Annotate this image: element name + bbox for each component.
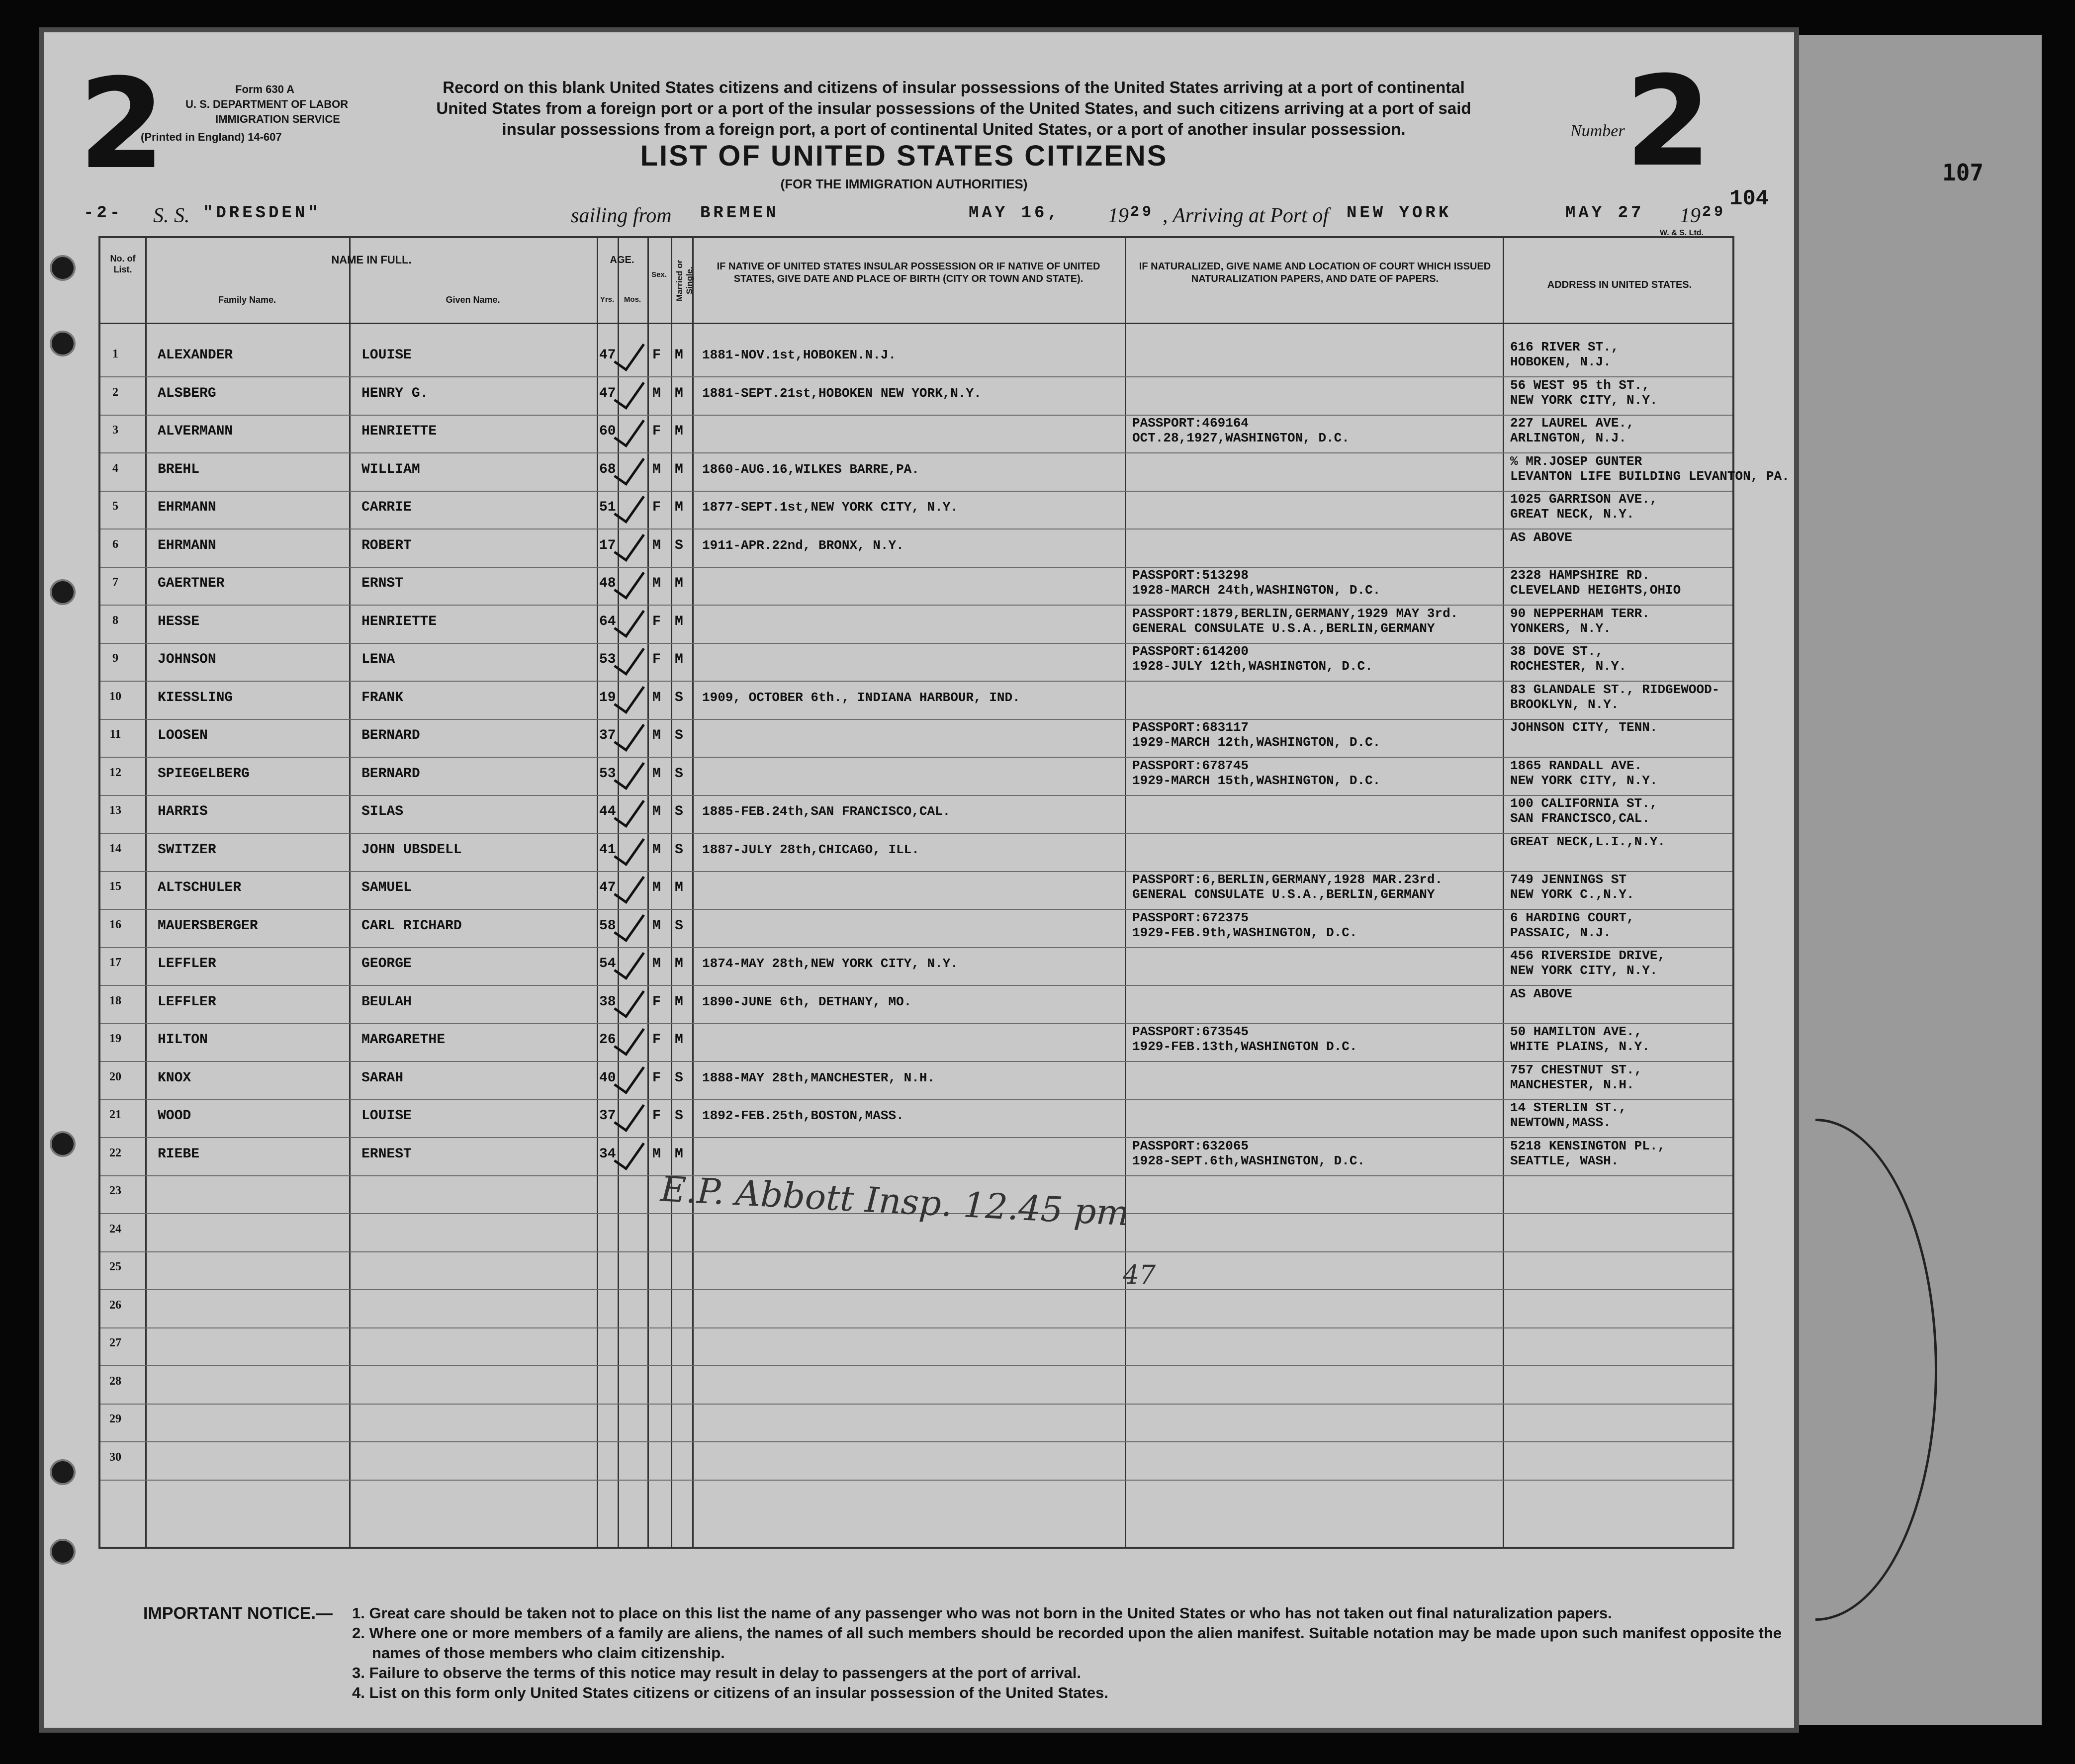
given-name: CARRIE — [361, 500, 412, 515]
naturalization-line-1: PASSPORT:678745 — [1132, 758, 1249, 773]
row-number: 11 — [109, 728, 121, 741]
family-name: LEFFLER — [158, 956, 216, 971]
row-number: 12 — [109, 766, 121, 779]
naturalization-line-1: PASSPORT:683117 — [1132, 720, 1249, 735]
naturalization-line-1: PASSPORT:673545 — [1132, 1024, 1249, 1039]
family-name: EHRMANN — [158, 537, 216, 553]
row-number: 24 — [109, 1222, 121, 1235]
given-name: ROBERT — [361, 537, 412, 553]
address-line-2: LEVANTON LIFE BUILDING LEVANTON, PA. — [1510, 468, 1790, 484]
row-rule — [100, 605, 1732, 606]
marital-status: M — [675, 652, 683, 667]
address-line-1: 5218 KENSINGTON PL., — [1510, 1138, 1666, 1153]
marital-status: M — [675, 385, 683, 401]
notice-item: 2. Where one or more members of a family are aliens, the names of all such members should be recorded upon the alien manifest. Suitable notation may be made upon such manifest opposite the names of those members who claim citizenship. — [352, 1624, 1782, 1662]
printer-mark: W. & S. Ltd. — [1660, 229, 1704, 237]
marital-status: S — [675, 537, 683, 553]
birth-info: 1890-JUNE 6th, DETHANY, MO. — [702, 994, 912, 1009]
address-line-2: SEATTLE, WASH. — [1510, 1153, 1619, 1168]
family-name: MAUERSBERGER — [158, 918, 258, 934]
age-years: 40 — [599, 1070, 616, 1086]
arrival-year-prefix: 19 — [1680, 204, 1701, 227]
given-name: LENA — [361, 652, 395, 667]
row-rule — [100, 719, 1732, 720]
family-name: HARRIS — [158, 804, 208, 819]
address-line-2: NEW YORK C.,N.Y. — [1510, 887, 1634, 902]
col-header-sex: Sex. — [651, 270, 667, 279]
arrival-date: MAY 27 — [1565, 204, 1644, 223]
row-number: 9 — [112, 652, 118, 665]
address-line-2: ARLINGTON, N.J. — [1510, 431, 1627, 445]
col-header-given: Given Name. — [446, 295, 500, 305]
sex: F — [652, 348, 661, 363]
family-name: ALEXANDER — [158, 348, 233, 363]
age-years: 58 — [599, 918, 616, 934]
sex: M — [652, 537, 661, 553]
page-title: LIST OF UNITED STATES CITIZENS — [640, 140, 1168, 172]
row-rule — [100, 491, 1732, 492]
age-years: 53 — [599, 766, 616, 782]
notice-item: 3. Failure to observe the terms of this notice may result in delay to passengers at the port of arrival. — [352, 1664, 1082, 1681]
row-rule — [100, 833, 1732, 834]
age-years: 19 — [599, 690, 616, 706]
naturalization-line-1: PASSPORT:469164 — [1132, 416, 1249, 431]
address-line-1: 227 LAUREL AVE., — [1510, 416, 1634, 431]
row-rule — [100, 1404, 1732, 1405]
age-years: 26 — [599, 1032, 616, 1048]
given-name: SARAH — [361, 1070, 404, 1086]
page-subtitle: (FOR THE IMMIGRATION AUTHORITIES) — [780, 176, 1028, 191]
family-name: RIEBE — [158, 1146, 200, 1162]
given-name: ERNEST — [361, 1146, 412, 1162]
marital-status: M — [675, 880, 683, 895]
row-rule — [100, 1099, 1732, 1100]
row-number: 4 — [112, 461, 118, 475]
birth-info: 1885-FEB.24th,SAN FRANCISCO,CAL. — [702, 804, 951, 819]
row-number: 6 — [112, 537, 118, 551]
col-header-naturalized: IF NATURALIZED, GIVE NAME AND LOCATION OF COURT WHICH ISSUED NATURALIZATION PAPERS, AND DATE OF PAPERS. — [1139, 261, 1491, 284]
age-years: 17 — [599, 537, 616, 553]
line-number: -2- — [84, 204, 123, 223]
family-name: SWITZER — [158, 842, 216, 858]
row-rule — [100, 1023, 1732, 1024]
marital-status: M — [675, 1032, 683, 1048]
marital-status: S — [675, 1070, 683, 1086]
given-name: HENRY G. — [361, 385, 429, 401]
row-number: 8 — [112, 614, 118, 627]
naturalization-line-2: 1928-MARCH 24th,WASHINGTON, D.C. — [1132, 583, 1381, 598]
birth-info: 1888-MAY 28th,MANCHESTER, N.H. — [702, 1070, 935, 1085]
given-name: SILAS — [361, 804, 404, 819]
age-years: 44 — [599, 804, 616, 819]
naturalization-line-2: 1929-MARCH 12th,WASHINGTON, D.C. — [1132, 735, 1381, 750]
sex: M — [652, 728, 661, 743]
row-number: 14 — [109, 842, 121, 855]
naturalization-line-2: 1929-FEB.9th,WASHINGTON, D.C. — [1132, 925, 1357, 940]
naturalization-line-2: GENERAL CONSULATE U.S.A.,BERLIN,GERMANY — [1132, 887, 1435, 902]
address-line-1: 90 NEPPERHAM TERR. — [1510, 606, 1650, 621]
given-name: WILLIAM — [361, 461, 420, 477]
sex: M — [652, 956, 661, 971]
row-rule — [100, 985, 1732, 986]
age-years: 68 — [599, 461, 616, 477]
voyage-line — [84, 204, 1749, 234]
binder-hole — [50, 1539, 76, 1565]
row-rule — [100, 452, 1732, 453]
number-label: Number — [1570, 122, 1625, 140]
age-years: 47 — [599, 348, 616, 363]
sex: F — [652, 614, 661, 629]
sex: M — [652, 461, 661, 477]
birth-info: 1877-SEPT.1st,NEW YORK CITY, N.Y. — [702, 500, 958, 515]
birth-info: 1860-AUG.16,WILKES BARRE,PA. — [702, 461, 919, 477]
col-header-address: ADDRESS IN UNITED STATES. — [1547, 279, 1692, 290]
binder-hole — [50, 331, 76, 356]
row-rule — [100, 757, 1732, 758]
notice-item: 1. Great care should be taken not to place on this list the name of any passenger who was not born in the United States or who has not taken out final naturalization papers. — [352, 1604, 1612, 1622]
row-rule — [100, 1061, 1732, 1062]
family-name: EHRMANN — [158, 500, 216, 515]
marital-status: S — [675, 766, 683, 782]
family-name: ALTSCHULER — [158, 880, 242, 895]
marital-status: S — [675, 690, 683, 706]
given-name: LOUISE — [361, 348, 412, 363]
address-line-1: JOHNSON CITY, TENN. — [1510, 720, 1658, 735]
sex: M — [652, 842, 661, 858]
row-number: 1 — [112, 348, 118, 360]
sex: F — [652, 1108, 661, 1124]
row-number: 20 — [109, 1070, 121, 1083]
row-rule — [100, 1441, 1732, 1442]
given-name: BERNARD — [361, 766, 420, 782]
naturalization-line-2: 1928-JULY 12th,WASHINGTON, D.C. — [1132, 659, 1373, 674]
binder-hole — [50, 579, 76, 605]
age-years: 37 — [599, 728, 616, 743]
given-name: CARL RICHARD — [361, 918, 462, 934]
col-header-name: NAME IN FULL. — [331, 254, 412, 266]
birth-info: 1911-APR.22nd, BRONX, N.Y. — [702, 537, 904, 553]
sex: M — [652, 690, 661, 706]
col-header-family: Family Name. — [218, 295, 276, 305]
departure-date: MAY 16, — [969, 204, 1061, 223]
family-name: KIESSLING — [158, 690, 233, 706]
birth-info: 1909, OCTOBER 6th., INDIANA HARBOUR, IND. — [702, 690, 1020, 705]
given-name: HENRIETTE — [361, 614, 437, 629]
row-rule — [100, 1137, 1732, 1138]
address-line-1: 757 CHESTNUT ST., — [1510, 1062, 1642, 1077]
header-instructions: Record on this blank United States citizens and citizens of insular possessions of the United States arriving at a port of continental United States from a foreign port or a port of the insular possessions of the United States, and such citizens arriving at a port of said insular possessions from a foreign port, a port of continental United States, or a port of another insular possession. — [436, 78, 1471, 138]
family-name: KNOX — [158, 1070, 191, 1086]
naturalization-line-2: 1929-MARCH 15th,WASHINGTON, D.C. — [1132, 773, 1381, 788]
marital-status: M — [675, 614, 683, 629]
address-line-2: MANCHESTER, N.H. — [1510, 1077, 1634, 1092]
address-line-2: SAN FRANCISCO,CAL. — [1510, 811, 1650, 826]
marital-status: M — [675, 956, 683, 971]
row-number: 16 — [109, 918, 121, 931]
family-name: LOOSEN — [158, 728, 208, 743]
address-line-1: 456 RIVERSIDE DRIVE, — [1510, 948, 1666, 963]
age-years: 47 — [599, 385, 616, 401]
row-rule — [100, 1365, 1732, 1366]
family-name: BREHL — [158, 461, 200, 477]
sailing-label: sailing from — [571, 204, 672, 227]
marital-status: S — [675, 1108, 683, 1124]
row-rule — [100, 947, 1732, 948]
notice-item: 4. List on this form only United States citizens or citizens of an insular possession of the United States. — [352, 1684, 1108, 1701]
row-number: 10 — [109, 690, 121, 703]
sex: M — [652, 576, 661, 591]
given-name: JOHN UBSDELL — [361, 842, 462, 858]
naturalization-line-2: 1929-FEB.13th,WASHINGTON D.C. — [1132, 1039, 1357, 1054]
given-name: LOUISE — [361, 1108, 412, 1124]
row-number: 19 — [109, 1032, 121, 1045]
row-rule — [100, 1480, 1732, 1481]
binder-hole — [50, 255, 76, 281]
ship-name: "DRESDEN" — [203, 204, 321, 223]
family-name: HESSE — [158, 614, 200, 629]
sex: F — [652, 424, 661, 439]
address-line-2: GREAT NECK, N.Y. — [1510, 507, 1634, 522]
age-years: 38 — [599, 994, 616, 1010]
age-years: 60 — [599, 424, 616, 439]
address-line-1: 14 STERLIN ST., — [1510, 1100, 1627, 1115]
row-rule — [100, 643, 1732, 644]
departure-year-prefix: 19 — [1108, 204, 1129, 227]
family-name: ALSBERG — [158, 385, 216, 401]
family-name: LEFFLER — [158, 994, 216, 1010]
naturalization-line-1: PASSPORT:614200 — [1132, 644, 1249, 659]
address-line-2: NEW YORK CITY, N.Y. — [1510, 392, 1658, 408]
address-line-2: NEW YORK CITY, N.Y. — [1510, 773, 1658, 788]
address-line-2: NEW YORK CITY, N.Y. — [1510, 963, 1658, 978]
col-header-yrs: Yrs. — [600, 295, 615, 304]
given-name: BERNARD — [361, 728, 420, 743]
row-number: 26 — [109, 1298, 121, 1312]
page-number-handwritten-right: 2 — [1625, 49, 1712, 194]
birth-info: 1881-SEPT.21st,HOBOKEN NEW YORK,N.Y. — [702, 385, 982, 401]
age-years: 53 — [599, 652, 616, 667]
passenger-total: 47 — [1123, 1260, 1156, 1290]
address-line-1: 38 DOVE ST., — [1510, 644, 1604, 659]
naturalization-line-2: 1928-SEPT.6th,WASHINGTON, D.C. — [1132, 1153, 1365, 1168]
naturalization-line-2: GENERAL CONSULATE U.S.A.,BERLIN,GERMANY — [1132, 620, 1435, 636]
row-rule — [100, 1175, 1732, 1176]
age-years: 47 — [599, 880, 616, 895]
naturalization-line-1: PASSPORT:632065 — [1132, 1138, 1249, 1153]
row-number: 22 — [109, 1146, 121, 1159]
sex: F — [652, 500, 661, 515]
sex: M — [652, 880, 661, 895]
address-line-1: 2328 HAMPSHIRE RD. — [1510, 568, 1650, 583]
marital-status: M — [675, 424, 683, 439]
port-of-arrival: NEW YORK — [1347, 204, 1452, 223]
row-number: 30 — [109, 1450, 121, 1464]
sex: M — [652, 804, 661, 819]
address-line-1: 6 HARDING COURT, — [1510, 910, 1634, 925]
age-years: 48 — [599, 576, 616, 591]
given-name: SAMUEL — [361, 880, 412, 895]
age-years: 51 — [599, 500, 616, 515]
col-header-native: IF NATIVE OF UNITED STATES INSULAR POSSESSION OR IF NATIVE OF UNITED STATES, GIVE DATE AND PLACE OF BIRTH (CITY OR TOWN AND STATE). — [717, 261, 1100, 284]
naturalization-line-1: PASSPORT:672375 — [1132, 910, 1249, 925]
sex: F — [652, 1070, 661, 1086]
address-line-2: WHITE PLAINS, N.Y. — [1510, 1039, 1650, 1054]
sex: M — [652, 385, 661, 401]
row-rule — [100, 567, 1732, 568]
row-number: 7 — [112, 576, 118, 589]
address-line-1: 616 RIVER ST., — [1510, 340, 1619, 354]
given-name: HENRIETTE — [361, 424, 437, 439]
marital-status: M — [675, 576, 683, 591]
row-rule — [100, 871, 1732, 872]
row-number: 5 — [112, 500, 118, 513]
family-name: JOHNSON — [158, 652, 216, 667]
row-number: 25 — [109, 1260, 121, 1273]
row-rule — [100, 1251, 1732, 1252]
age-years: 64 — [599, 614, 616, 629]
arrival-year: 29 — [1702, 204, 1726, 221]
row-number: 29 — [109, 1412, 121, 1425]
row-number: 3 — [112, 424, 118, 437]
family-name: ALVERMANN — [158, 424, 233, 439]
address-line-1: AS ABOVE — [1510, 529, 1572, 545]
birth-info: 1892-FEB.25th,BOSTON,MASS. — [702, 1108, 904, 1123]
stamped-page-number: 104 — [1729, 186, 1769, 211]
page-number-handwritten-left: 2 — [79, 52, 165, 196]
row-number: 15 — [109, 880, 121, 893]
sex: F — [652, 1032, 661, 1048]
marital-status: S — [675, 804, 683, 819]
port-of-departure: BREMEN — [700, 204, 779, 223]
address-line-2: BROOKLYN, N.Y. — [1510, 697, 1619, 712]
marital-status: M — [675, 461, 683, 477]
col-header-no: No. of List. — [110, 254, 136, 274]
address-line-1: 749 JENNINGS ST — [1510, 872, 1627, 887]
birth-info: 1887-JULY 28th,CHICAGO, ILL. — [702, 842, 919, 857]
inspector-signature: E.P. Abbott Insp. 12.45 pm — [659, 1168, 1130, 1234]
sex: F — [652, 994, 661, 1010]
marital-status: M — [675, 348, 683, 363]
address-line-1: 56 WEST 95 th ST., — [1510, 377, 1650, 393]
naturalization-line-1: PASSPORT:513298 — [1132, 568, 1249, 583]
address-line-2: CLEVELAND HEIGHTS,OHIO — [1510, 583, 1681, 598]
naturalization-line-1: PASSPORT:1879,BERLIN,GERMANY,1929 MAY 3rd. — [1132, 606, 1458, 621]
given-name: ERNST — [361, 576, 404, 591]
next-page — [1790, 35, 2042, 1725]
row-number: 13 — [109, 804, 121, 817]
given-name: MARGARETHE — [361, 1032, 446, 1048]
passenger-table — [98, 236, 1790, 1549]
address-line-1: 100 CALIFORNIA ST., — [1510, 796, 1658, 811]
row-rule — [100, 795, 1732, 796]
address-line-1: 50 HAMILTON AVE., — [1510, 1024, 1642, 1039]
marital-status: S — [675, 728, 683, 743]
row-rule — [100, 909, 1732, 910]
address-line-1: GREAT NECK,L.I.,N.Y. — [1510, 834, 1666, 849]
ship-prefix: S. S. — [153, 204, 190, 227]
family-name: GAERTNER — [158, 576, 225, 591]
row-number: 17 — [109, 956, 121, 969]
form-identifier: Form 630 A U. S. DEPARTMENT OF LABOR IMMIGRATION SERVICE (Printed in England) 14-607 — [141, 83, 349, 143]
address-line-1: % MR.JOSEP GUNTER — [1510, 453, 1642, 469]
marital-status: M — [675, 1146, 683, 1162]
marital-status: S — [675, 918, 683, 934]
col-header-married: Married or Single. — [675, 260, 694, 301]
birth-info: 1874-MAY 28th,NEW YORK CITY, N.Y. — [702, 956, 958, 971]
col-header-age: AGE. — [610, 255, 634, 265]
sex: M — [652, 1146, 661, 1162]
age-years: 41 — [599, 842, 616, 858]
address-line-2: ROCHESTER, N.Y. — [1510, 659, 1627, 674]
notice-label: IMPORTANT NOTICE.— — [143, 1604, 333, 1623]
address-line-1: AS ABOVE — [1510, 986, 1572, 1001]
address-line-2: PASSAIC, N.J. — [1510, 925, 1611, 940]
address-line-1: 83 GLANDALE ST., RIDGEWOOD- — [1510, 682, 1720, 697]
age-years: 34 — [599, 1146, 616, 1162]
row-number: 18 — [109, 994, 121, 1007]
age-years: 37 — [599, 1108, 616, 1124]
arriving-label: , Arriving at Port of — [1163, 204, 1329, 227]
sex: M — [652, 766, 661, 782]
address-line-2: YONKERS, N.Y. — [1510, 620, 1611, 636]
address-line-2: HOBOKEN, N.J. — [1510, 354, 1611, 369]
family-name: WOOD — [158, 1108, 191, 1124]
row-rule — [100, 415, 1732, 416]
departure-year: 29 — [1130, 204, 1155, 221]
given-name: BEULAH — [361, 994, 412, 1010]
manifest-page — [39, 27, 1799, 1733]
given-name: GEORGE — [361, 956, 412, 971]
naturalization-line-1: PASSPORT:6,BERLIN,GERMANY,1928 MAR.23rd. — [1132, 872, 1443, 887]
binder-hole — [50, 1131, 76, 1157]
row-number: 28 — [109, 1374, 121, 1388]
row-number: 21 — [109, 1108, 121, 1121]
marital-status: M — [675, 994, 683, 1010]
naturalization-line-2: OCT.28,1927,WASHINGTON, D.C. — [1132, 431, 1350, 445]
binder-hole — [50, 1459, 76, 1485]
row-rule — [100, 376, 1732, 377]
marital-status: S — [675, 842, 683, 858]
row-rule — [100, 1289, 1732, 1290]
sex: F — [652, 652, 661, 667]
age-years: 54 — [599, 956, 616, 971]
row-number: 27 — [109, 1336, 121, 1349]
row-rule — [100, 681, 1732, 682]
row-number: 2 — [112, 385, 118, 399]
row-rule — [100, 1327, 1732, 1328]
address-line-1: 1865 RANDALL AVE. — [1510, 758, 1642, 773]
family-name: SPIEGELBERG — [158, 766, 250, 782]
next-page-number: 107 — [1942, 159, 1984, 186]
sex: M — [652, 918, 661, 934]
address-line-2: NEWTOWN,MASS. — [1510, 1115, 1611, 1130]
birth-info: 1881-NOV.1st,HOBOKEN.N.J. — [702, 348, 897, 362]
col-header-mos: Mos. — [624, 295, 641, 304]
marital-status: M — [675, 500, 683, 515]
address-line-1: 1025 GARRISON AVE., — [1510, 492, 1658, 507]
given-name: FRANK — [361, 690, 404, 706]
family-name: HILTON — [158, 1032, 208, 1048]
row-number: 23 — [109, 1184, 121, 1197]
